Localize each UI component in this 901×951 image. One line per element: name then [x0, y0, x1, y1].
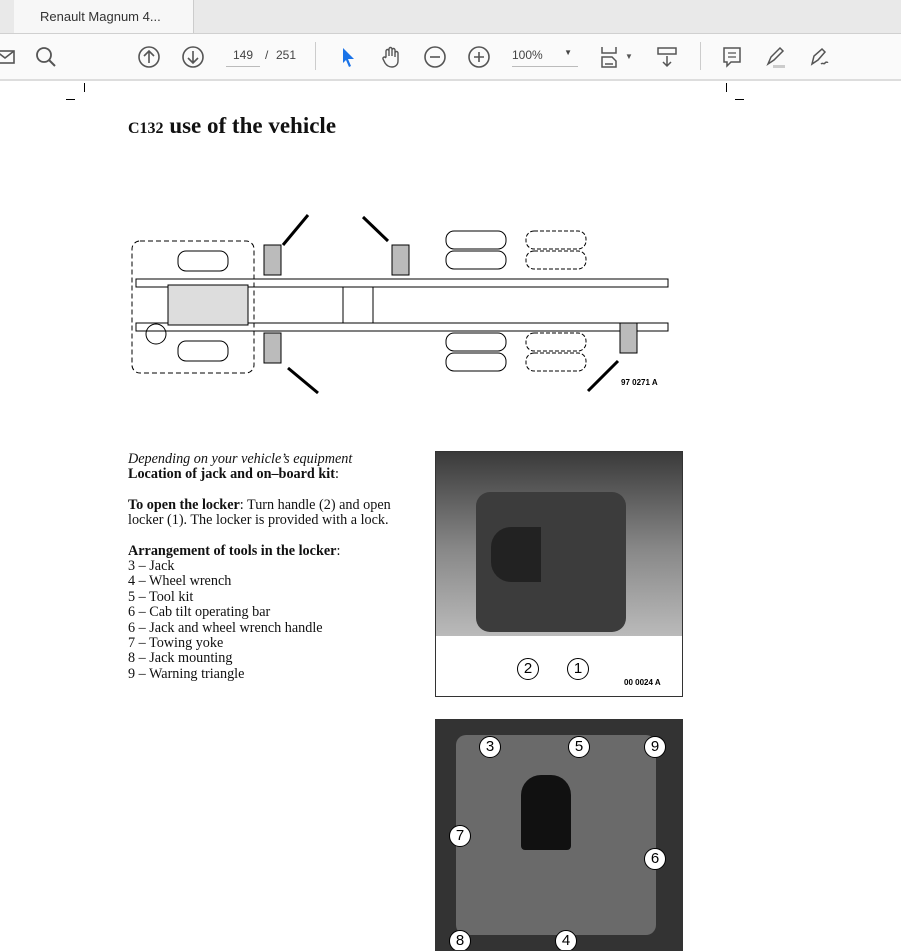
locker-handle	[491, 527, 541, 582]
callout-7: 7	[449, 825, 471, 847]
tool-item: 5 – Tool kit	[128, 588, 194, 605]
callout-6: 6	[644, 848, 666, 870]
locker-photo	[435, 451, 683, 697]
crop-mark	[84, 83, 85, 92]
callout-2: 2	[517, 658, 539, 680]
jack-image	[521, 775, 571, 850]
section-code: C132	[128, 120, 164, 137]
page-number-input[interactable]: 149	[226, 48, 260, 67]
highlight-pen-icon[interactable]	[762, 44, 788, 70]
page-separator: /	[265, 48, 269, 62]
next-page-button[interactable]	[180, 44, 206, 70]
page-total: 251	[276, 48, 297, 62]
search-icon[interactable]	[33, 44, 59, 70]
hand-tool-icon[interactable]	[378, 44, 404, 70]
scroll-mode-icon[interactable]	[654, 44, 680, 70]
callout-8: 8	[449, 930, 471, 951]
divider	[700, 42, 701, 70]
zoom-out-button[interactable]	[422, 44, 448, 70]
tool-item: 6 – Jack and wheel wrench handle	[128, 619, 323, 636]
tool-item: 7 – Towing yoke	[128, 635, 224, 652]
comment-icon[interactable]	[719, 44, 745, 70]
heading-open: To open the locker	[128, 496, 240, 513]
tool-item: 9 – Warning triangle	[128, 665, 245, 682]
tool-item: 3 – Jack	[128, 558, 175, 575]
email-icon[interactable]	[0, 44, 18, 70]
zoom-value: 100%	[512, 48, 543, 62]
tool-item: 8 – Jack mounting	[128, 650, 233, 667]
sign-icon[interactable]	[806, 44, 832, 70]
crop-mark	[726, 83, 727, 92]
crop-mark	[66, 99, 75, 100]
tab-bar	[0, 0, 901, 34]
tool-item: 6 – Cab tilt operating bar	[128, 604, 271, 621]
crop-mark	[735, 99, 744, 100]
fit-chevron-icon[interactable]: ▼	[625, 52, 633, 61]
previous-page-button[interactable]	[136, 44, 162, 70]
pdf-page	[0, 81, 901, 949]
page-title	[128, 113, 336, 139]
tools-photo	[435, 719, 683, 951]
callout-9: 9	[644, 736, 666, 758]
callout-5: 5	[568, 736, 590, 758]
colon: :	[334, 466, 339, 483]
diagram-code: 97 0271 A	[621, 378, 658, 387]
fit-page-icon[interactable]	[598, 44, 624, 70]
title-text: use of the vehicle	[169, 113, 337, 138]
colon: :	[336, 542, 341, 559]
open-text: : Turn handle (2) and open locker (1). The locker is provided with a lock.	[128, 496, 391, 529]
toolbar	[0, 34, 901, 81]
callout-3: 3	[479, 736, 501, 758]
document-tab[interactable]: Renault Magnum 4...	[14, 0, 194, 33]
zoom-select[interactable]	[512, 48, 578, 67]
photo-label-area	[436, 636, 682, 696]
instructions-text	[128, 452, 418, 682]
callout-4: 4	[555, 930, 577, 951]
divider	[315, 42, 316, 70]
callout-1: 1	[567, 658, 589, 680]
select-tool-icon[interactable]	[335, 44, 361, 70]
tool-item: 4 – Wheel wrench	[128, 573, 232, 590]
heading-arrangement: Arrangement of tools in the locker	[128, 542, 337, 559]
chevron-down-icon: ▼	[564, 48, 572, 57]
intro-italic: Depending on your vehicle’s equipment	[128, 451, 353, 467]
photo-code: 00 0024 A	[624, 678, 661, 687]
zoom-in-button[interactable]	[466, 44, 492, 70]
chassis-diagram	[128, 211, 688, 396]
heading-location: Location of jack and on–board kit	[128, 466, 335, 483]
